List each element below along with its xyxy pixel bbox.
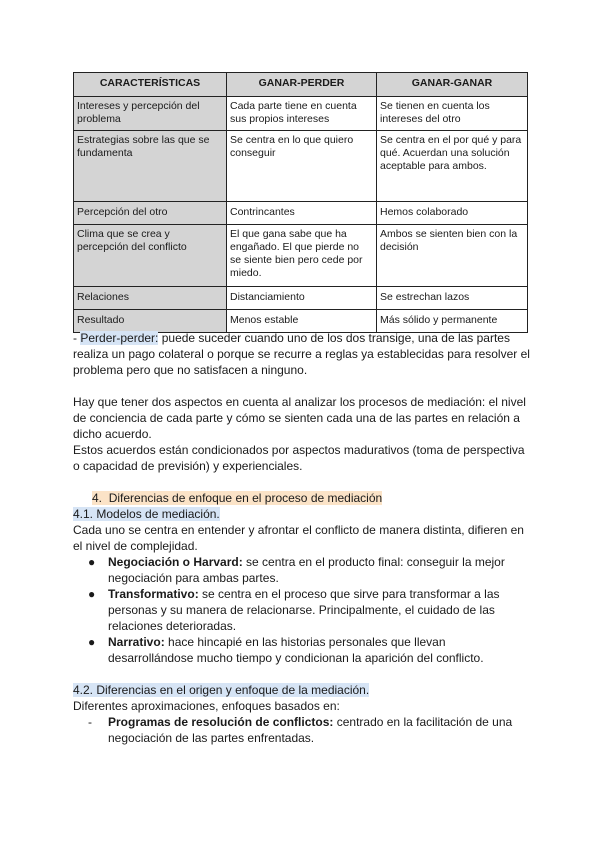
list-item [73, 714, 533, 746]
table-header-row [74, 73, 528, 97]
paragraph-aspectos: Hay que tener dos aspectos en cuenta al analizar los procesos de mediación: el nivel de conciencia de cada parte y cómo se sienten cada una de las partes en relación a dicho acuerdo. [73, 395, 526, 441]
paragraph-acuerdos: Estos acuerdos están condicionados por aspectos madurativos (toma de perspectiva o capacidad de previsión) y experienciales. [73, 443, 525, 473]
table-cell: Más sólido y permanente [377, 310, 528, 333]
table-cell: Hemos colaborado [377, 202, 528, 225]
perder-perder-paragraph [73, 330, 533, 378]
row-label-cell: Relaciones [74, 287, 227, 310]
table-cell: El que gana sabe que ha engañado. El que pierde no se siente bien pero cede por miedo. [227, 225, 377, 287]
row-label-cell: Clima que se crea y percepción del conflicto [74, 225, 227, 287]
subsection-4-1-intro: Cada uno se centra en entender y afrontar el conflicto de manera distinta, difieren en el nivel de complejidad. [73, 523, 524, 553]
table-cell: Menos estable [227, 310, 377, 333]
list-item-text: hace hincapié en las historias personales que llevan desarrollándose mucho tiempo y condicionan la aparición del conflicto. [108, 635, 484, 665]
table-cell: Ambos se sienten bien con la decisión [377, 225, 528, 287]
table-row [74, 131, 528, 202]
section-4-number: 4. [92, 491, 103, 505]
perder-perder-text: puede suceder cuando uno de los dos transige, una de las partes realiza un pago colateral o porque se recurre a reglas ya establecidas para resolver el problema pero que no satisfacen a ninguno. [73, 331, 530, 377]
dash-prefix: - [73, 331, 81, 345]
bullet-icon: ● [88, 555, 96, 569]
list-item [73, 554, 533, 586]
row-label-cell: Intereses y percepción del problema [74, 97, 227, 131]
list-item-text: se centra en el producto final: conseguir la mejor negociación para ambas partes. [108, 555, 505, 585]
table-cell: Se tienen en cuenta los intereses del otro [377, 97, 528, 131]
table-cell: Contrincantes [227, 202, 377, 225]
list-item-term: Negociación o Harvard: [108, 555, 243, 569]
row-label-cell: Estrategias sobre las que se fundamenta [74, 131, 227, 202]
subsection-4-2-intro: Diferentes aproximaciones, enfoques basados en: [73, 699, 340, 713]
perder-perder-term: Perder-perder: [80, 331, 159, 345]
table-row [74, 97, 528, 131]
table-header-cell: GANAR-GANAR [377, 73, 528, 97]
subsection-4-2-title [73, 682, 533, 698]
models-list [73, 554, 533, 666]
table-cell: Se estrechan lazos [377, 287, 528, 310]
row-label-cell: Resultado [74, 310, 227, 333]
table-row [74, 225, 528, 287]
table-header-cell: GANAR-PERDER [227, 73, 377, 97]
list-item [73, 634, 533, 666]
comparison-table [73, 72, 528, 333]
list-item-term: Programas de resolución de conflictos: [108, 715, 334, 729]
bullet-icon: ● [88, 587, 96, 601]
table-cell: Se centra en el por qué y para qué. Acuerdan una solución aceptable para ambos. [377, 131, 528, 202]
list-item-text: se centra en el proceso que sirve para transformar a las personas y su manera de relacionarse. Principalmente, el cuidado de las relaciones deterioradas. [108, 587, 500, 633]
row-label-cell: Percepción del otro [74, 202, 227, 225]
table-cell: Distanciamiento [227, 287, 377, 310]
approaches-list [73, 714, 533, 746]
table-cell: Se centra en lo que quiero conseguir [227, 131, 377, 202]
section-4-heading [92, 490, 532, 506]
bullet-icon: ● [88, 635, 96, 649]
subsection-4-1-title [73, 506, 533, 522]
subsection-4-2-title-text: 4.2. Diferencias en el origen y enfoque de la mediación. [73, 683, 370, 697]
table-header-cell: CARACTERÍSTICAS [74, 73, 227, 97]
list-item [73, 586, 533, 634]
section-4-title: Diferencias de enfoque en el proceso de mediación [108, 491, 383, 505]
table-row [74, 287, 528, 310]
section-4-highlight [92, 491, 382, 505]
list-item-term: Transformativo: [108, 587, 199, 601]
list-item-text: centrado en la facilitación de una negociación de las partes enfrentadas. [108, 715, 513, 745]
subsection-4-1-title-text: 4.1. Modelos de mediación. [73, 507, 220, 521]
table-cell: Cada parte tiene en cuenta sus propios intereses [227, 97, 377, 131]
dash-marker: - [88, 715, 92, 729]
list-item-term: Narrativo: [108, 635, 165, 649]
table-row [74, 202, 528, 225]
